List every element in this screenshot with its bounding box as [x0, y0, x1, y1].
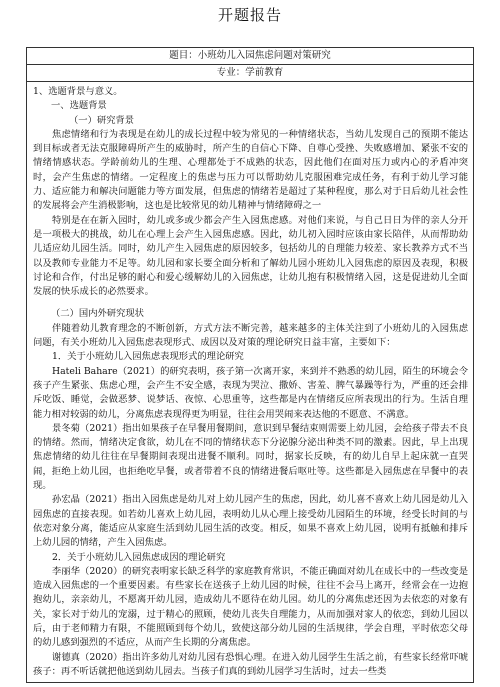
topic-heading: 2．关于小班幼儿入园焦虑成因的理论研究	[52, 551, 226, 563]
page-title: 开题报告	[217, 6, 282, 24]
paragraph: 特别是在在新入园时，幼儿或多或少都会产生入园焦虑感。对他们来说，与自己日日为伴的亲人分开是一项极大的挑战，幼儿在心理上会产生入园焦虑感。因此，幼儿初入园时应该由家长陪伴，从而帮助幼儿适应幼儿园生活。同时，幼儿产生入园焦虑的原因较多，包括幼儿的自理能力较差、家长教养方式不当以及教师专业能力不足等。幼儿园和家长要全面分析和了解幼儿园小班幼儿入园焦虑的原因及表现，积极讨论和合作，付出足够的耐心和爱心缓解幼儿的入园焦虑，让幼儿抱有积极情绪入园，这是促进幼儿全面发展的快乐成长的必然要求。	[33, 214, 468, 298]
section-heading: 1、选题背景与意义。	[33, 86, 123, 97]
report-body	[27, 82, 473, 679]
topic-field: 题目：小班幼儿入园焦虑问题对策研究	[169, 50, 331, 61]
paragraph: 景冬菊（2021）指出如果孩子在早餐用餐期间，意识到早餐结束则需要上幼儿园，会给孩子带去不良的情绪。然而，情绪决定食欲，幼儿在不同的情绪状态下分泌腺分泌出种类不同的激素。因此，早上出现焦虑情绪的幼儿往往在早餐期间表现出进餐不顺利。同时，据家长反映，有的幼儿自早上起床就一直哭闹，拒绝上幼儿园，也拒绝吃早餐，或者带着不良的情绪进餐后呕吐等。这些都是入园焦虑在早餐中的表现。	[33, 422, 468, 492]
major-field: 专业：学前教育	[27, 64, 473, 81]
topic-heading: 1．关于小班幼儿入园焦虑表现形式的理论研究	[52, 351, 244, 363]
report-form	[26, 47, 474, 683]
subsection-heading: （一）研究背景	[69, 114, 135, 126]
paragraph: 孙宏晶（2021）指出入园焦虑是幼儿对上幼儿园产生的焦虑，因此，幼儿喜不喜欢上幼儿园是幼儿入园焦虑的直接表现。如若幼儿喜欢上幼儿园，表明幼儿从心理上接受幼儿园陌生的环境，经受长时间的与依恋对象分离，能适应从家庭生活到幼儿园生活的改变。相反，如果不喜欢上幼儿园，说明有抵触和排斥上幼儿园的情绪，产生入园焦虑。	[33, 494, 468, 549]
report-header	[27, 48, 473, 82]
section-heading: 一、选题背景	[51, 100, 107, 112]
subsection-heading: （二）国内外研究现状	[51, 308, 144, 320]
paragraph: 伴随着幼儿教育理念的不断创新，方式方法不断完善，越来越多的主体关注到了小班幼儿的入园焦虑问题，有关小班幼儿入园焦虑表现形式、成因以及对策的理论研究日益丰富，主要如下：	[33, 322, 468, 349]
paragraph: Hateli Bahare（2021）的研究表明，孩子第一次离开家，来到并不熟悉的幼儿园，陌生的环境会令孩子产生紧张、焦虑心理，会产生不安全感，表现为哭泣、撒娇、害羞、脾气暴躁等行为，严重的还会排斥吃饭、睡觉，会做恶梦、说梦话、夜惊、心思重等，这些都是内在情绪反应所表现出的行为。生活自理能力相对较弱的幼儿，分离焦虑表现得更为明显，往往会用哭闹来表达他的不愿意、不满意。	[33, 365, 468, 420]
paragraph: 谢德真（2020）指出许多幼儿对幼儿园有恐惧心理。在进入幼儿园学生生活之前，有些家长经常吓唬孩子：再不听话就把他送到幼儿园去。当孩子们真的到幼儿园学习生活时，过去一些类	[33, 651, 468, 677]
paragraph: 李丽华（2020）的研究表明家长缺乏科学的家庭教育常识，不能正确面对幼儿在成长中的一些改变是造成入园焦虑的一个重要因素。有些家长在送孩子上幼儿园的时候，往往不会马上离开，经常会在一边抱抱幼儿，亲亲幼儿，不愿离开幼儿园，造成幼儿不愿待在幼儿园。幼儿的分离焦虑还因为去依恋的对象有关，家长对于幼儿的宠溺，过于精心的照顾，使幼儿丧失自理能力，从而加强对家人的依恋，到幼儿园以后，由于老师精力有限，不能照顾到每个幼儿，致使这部分幼儿园的生活规律，学会自理，平时依恋父母的幼儿感到强烈的不适应，从而产生长期的分离焦虑。	[33, 565, 468, 649]
paragraph: 焦虑情绪和行为表现是在幼儿的成长过程中较为常见的一种情绪状态，当幼儿发现自己的预期不能达到目标或者无法克服障碍所产生的威胁时，所产生的自信心下降、自尊心受挫、失败感增加、紧张不安的情绪情感状态。学龄前幼儿的生理、心理都处于不成熟的状态，因此他们在面对压力或内心的矛盾冲突时，会产生焦虑的情绪。一定程度上的焦虑与压力可以帮助幼儿克服困难完成任务，有利于幼儿学习能力、适应能力和解决问题能力等方面发展，但焦虑的情绪若是超过了某种程度，那么对于日后幼儿社会性的发展将会产生消极影响，这也是比较常见的幼儿精神与情绪障碍之一	[33, 128, 468, 212]
